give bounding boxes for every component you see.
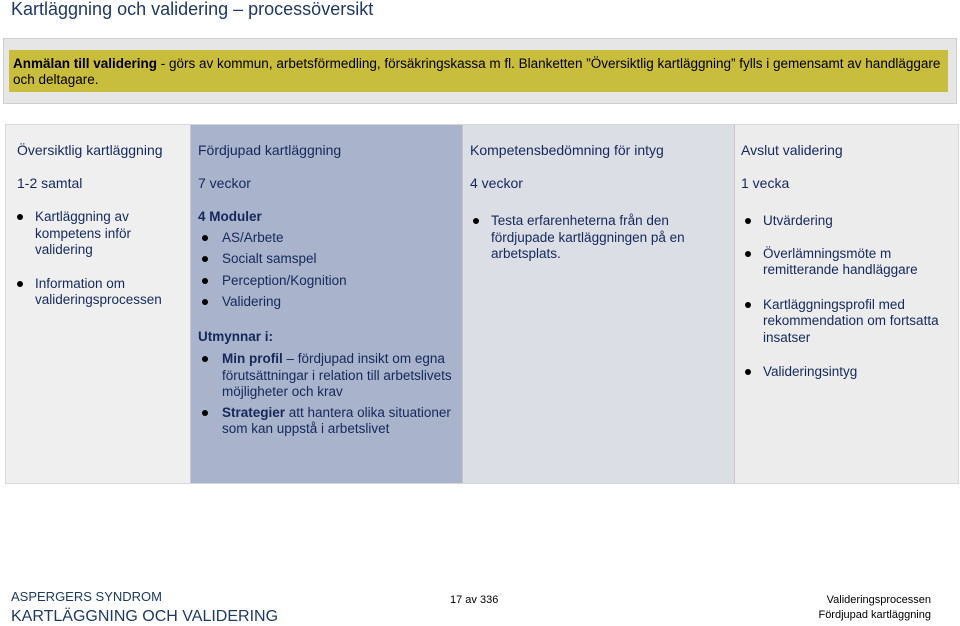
column-deep: [190, 125, 462, 483]
column-duration: 1-2 samtal: [17, 175, 83, 191]
bullet-icon: [202, 235, 208, 241]
modules-title: 4 Moduler: [198, 209, 262, 224]
list-item: AS/Arbete: [190, 230, 453, 247]
bullet-list: [11, 209, 181, 309]
list-item: Överlämningsmöte m remitterande handläggare: [739, 246, 951, 279]
column-overview: [6, 125, 190, 483]
list-item: Testa erfarenheterna från den fördjupade kartläggningen på en arbetsplats.: [467, 213, 717, 263]
column-header: Kompetensbedömning för intyg: [470, 142, 664, 158]
bullet-icon: [202, 278, 208, 284]
notice-text: - görs av kommun, arbetsförmedling, försäkringskassa m fl. Blanketten ”Översiktlig kartläggning” fylls i gemensamt av handläggare och deltagare.: [13, 56, 941, 87]
bullet-icon: [202, 256, 208, 262]
column-duration: 1 vecka: [741, 175, 790, 191]
bullet-icon: [745, 251, 751, 257]
bullet-icon: [202, 410, 208, 416]
column-duration: 7 veckor: [198, 175, 251, 191]
footer-subsection: Fördjupad kartläggning: [818, 609, 931, 621]
modules-block: [198, 209, 453, 438]
list-item: Information om valideringsprocessen: [11, 276, 181, 309]
bullet-icon: [473, 218, 479, 224]
column-divider: [462, 125, 463, 483]
footer-section: Valideringsprocessen: [826, 594, 931, 606]
column-divider: [734, 125, 735, 483]
column-header: Översiktlig kartläggning: [17, 142, 163, 158]
list-item: Validering: [190, 294, 453, 311]
outcome-title: Utmynnar i:: [198, 328, 274, 344]
bullet-icon: [745, 369, 751, 375]
footer-book-title: KARTLÄGGNING OCH VALIDERING: [11, 608, 279, 625]
column-header: Fördjupad kartläggning: [198, 142, 342, 158]
notice-bold: Anmälan till validering: [13, 56, 158, 71]
bullet-icon: [745, 218, 751, 224]
notice-box: [9, 50, 948, 92]
column-header: Avslut validering: [741, 142, 843, 158]
list-item: Utvärdering: [739, 213, 951, 230]
column-assessment: [462, 125, 734, 483]
list-item: Kartläggning av kompetens inför validering: [11, 209, 181, 259]
footer-series-title: ASPERGERS SYNDROM: [11, 589, 162, 604]
column-closing: [734, 125, 958, 483]
list-item: Perception/Kognition: [190, 273, 453, 290]
column-divider: [190, 125, 191, 483]
list-item: Valideringsintyg: [739, 364, 951, 381]
list-item: Kartläggningsprofil med rekommendation om fortsatta insatser: [739, 297, 951, 347]
bullet-list: [739, 213, 951, 381]
column-duration: 4 veckor: [470, 175, 523, 191]
bullet-list: [467, 213, 717, 263]
notice-panel: [3, 38, 957, 104]
list-item: Min profil – fördjupad insikt om egna förutsättningar i relation till arbetslivets möjligheter och krav: [190, 351, 453, 401]
bullet-icon: [17, 281, 23, 287]
bullet-icon: [745, 302, 751, 308]
bullet-icon: [17, 214, 23, 220]
list-item: Socialt samspel: [190, 251, 453, 268]
list-item: Strategier att hantera olika situationer som kan uppstå i arbetslivet: [190, 405, 453, 438]
footer-page-number: 17 av 336: [450, 594, 499, 606]
bullet-icon: [202, 299, 208, 305]
process-table: [5, 124, 959, 484]
page-title: Kartläggning och validering – processöversikt: [11, 0, 374, 19]
bullet-icon: [202, 356, 208, 362]
